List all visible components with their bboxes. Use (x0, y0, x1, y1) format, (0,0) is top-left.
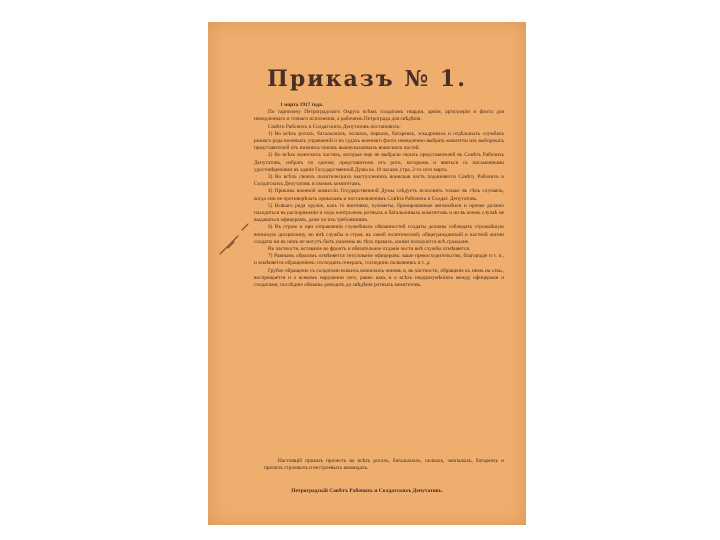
paragraph: 6) Въ строю и при отправленіи служебныхъ обязанностей солдаты должны соблюдать строжайшую воинскую дисциплину, но внѣ службы и строя, въ своей политической, общегражданской и частной жизни солдаты ни въ чемъ не могутъ быть умалены въ тѣхъ правахъ, коими пользуются всѣ граждане. (254, 224, 504, 245)
document-title: Приказъ № 1. (267, 66, 467, 92)
paragraph: Въ частности, вставаніе во фронтъ и обязательное отданіе чести внѣ службы отмѣняется. (268, 246, 471, 253)
signature-line: Петроградскій Совѣтъ Рабочихъ и Солдатскихъ Депутатовъ. (291, 488, 443, 494)
paragraph: 5) Всякаго рода оружіе, какъ то винтовки, пулеметы, бронированные автомобили и прочее должно находиться въ распоряженіи и подъ контролемъ ротныхъ и батальонныхъ комитетовъ и ни въ коемъ случаѣ не выдаваться офицерамъ, даже по ихъ требованіямъ. (254, 202, 504, 224)
document-sheet (208, 22, 526, 525)
document-body (254, 102, 504, 289)
paragraph: 4) Приказы военной комиссіи Государственной Думы слѣдуетъ исполнять только въ тѣхъ случаяхъ, когда они не противорѣчатъ приказамъ и постановленіямъ Совѣта Рабочихъ и Солдат. Депутатовъ. (254, 188, 504, 202)
paragraph: 7) Равнымъ образомъ отмѣняется титулованіе офицеровъ: ваше превосходительство, благородіе и т. п., и замѣняется обращеніемъ: господинъ генералъ, господинъ полковникъ и т. д. (254, 253, 504, 267)
paragraph: 2) Во всѣхъ воинскихъ частяхъ, которыя еще не выбрали своихъ представителей въ Совѣтъ Рабочихъ Депутатовъ, избрать по одному представителю отъ ротъ, которымъ и явиться съ письменными удостовѣреніями въ зданіе Государственной Думы къ 10 часамъ утра, 2-го сего марта. (254, 152, 504, 173)
date-line: 1 марта 1917 года. (280, 102, 324, 108)
closing-text (264, 458, 504, 472)
paragraph: Грубое обращеніе съ солдатами всякихъ воинскихъ чиновъ и, въ частности, обращеніе къ нимъ на «ты», воспрещается и о всякомъ нарушеніи сего, равно какъ и о всѣхъ недоразумѣніяхъ между офицерами и солдатами, послѣдніе обязаны доводить до свѣдѣнія ротныхъ комитетовъ. (254, 267, 504, 289)
paragraph: По гарнизону Петроградского Округа всѣмъ солдатамъ гвардіи, арміи, артиллеріи и флота для немедленнаго и точнаго исполненія, а рабочимъ Петрограда для свѣдѣнія. (254, 109, 504, 123)
paragraph: 3) Во всѣхъ своихъ политическихъ выступленіяхъ воинская часть подчиняется Совѣту Рабочихъ и Солдатскихъ Депутатовъ и своимъ комитетамъ. (254, 174, 504, 188)
paragraph: Совѣтъ Рабочихъ и Солдатскихъ Депутатовъ постановилъ: (268, 123, 401, 130)
closing-paragraph: Настоящій приказъ прочесть во всѣхъ ротахъ, батальонахъ, полкахъ, экипажахъ, батареяхъ и прочихъ строевыхъ и нестроевыхъ командахъ. (264, 458, 504, 472)
paragraph: 1) Во всѣхъ ротахъ, батальонахъ, полкахъ, паркахъ, батареяхъ, эскадронахъ и отдѣльныхъ службахъ разнаго рода военныхъ управленій и на судахъ военнаго флота немедленно выбрать комитеты изъ выборныхъ представителей отъ нижнихъ чиновъ вышеуказанныхъ воинскихъ частей. (254, 130, 504, 152)
